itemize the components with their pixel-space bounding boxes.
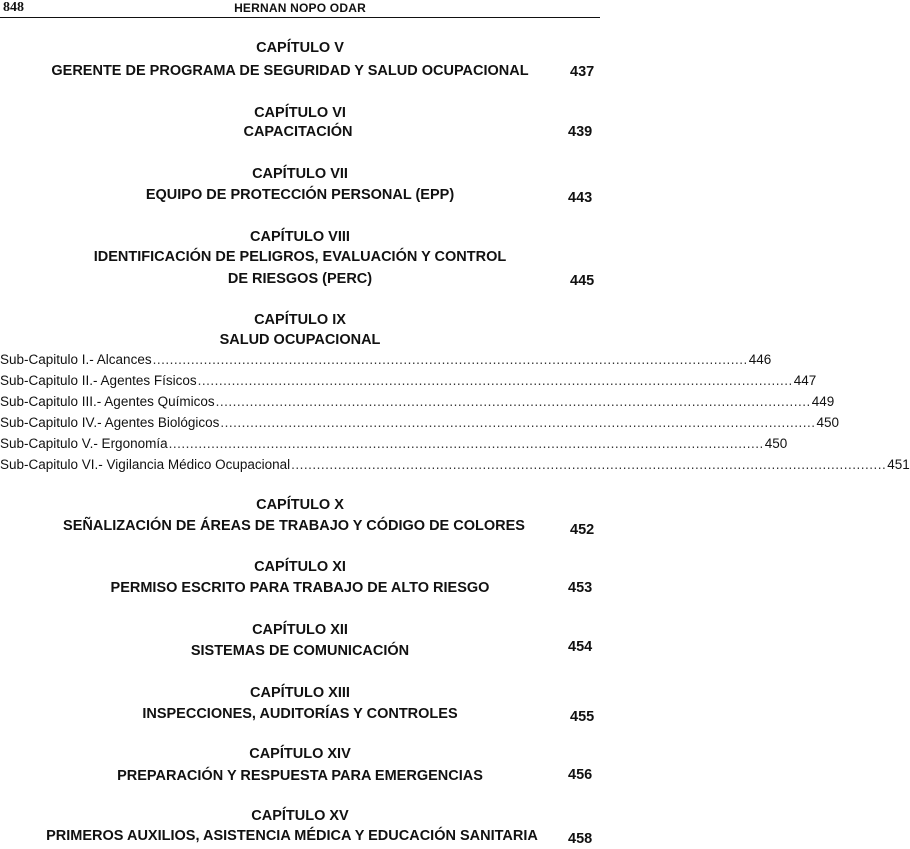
- chapter-page: 437: [570, 64, 595, 80]
- chapter-label: CAPÍTULO XIII: [250, 685, 350, 701]
- chapter-label: CAPÍTULO VII: [252, 166, 348, 182]
- page-number: 848: [3, 0, 24, 15]
- chapter-title: PRIMEROS AUXILIOS, ASISTENCIA MÉDICA Y EDUCACIÓN SANITARIA: [46, 828, 538, 844]
- subchapter-page: 450: [764, 436, 788, 451]
- chapter-page: 456: [568, 767, 593, 783]
- dot-leader: ............................................................................................................................................: [168, 436, 764, 451]
- subchapter-label: Sub-Capitulo V.- Ergonomía: [0, 436, 168, 451]
- chapter-label: CAPÍTULO XV: [251, 808, 349, 824]
- subchapter-row: [0, 352, 772, 370]
- chapter-label: CAPÍTULO V: [256, 40, 344, 56]
- chapter-title: EQUIPO DE PROTECCIÓN PERSONAL (EPP): [145, 187, 455, 203]
- chapter-title: IDENTIFICACIÓN DE PELIGROS, EVALUACIÓN Y CONTROL: [93, 249, 507, 265]
- subchapter-label: Sub-Capitulo VI.- Vigilancia Médico Ocupacional: [0, 457, 291, 472]
- chapter-title: SEÑALIZACIÓN DE ÁREAS DE TRABAJO Y CÓDIGO DE COLORES: [63, 518, 525, 534]
- chapter-title: SALUD OCUPACIONAL: [219, 332, 381, 348]
- subchapter-row: [0, 457, 910, 475]
- chapter-page: 439: [568, 124, 593, 140]
- running-head: HERNAN NOPO ODAR: [234, 1, 366, 15]
- subchapter-page: 447: [793, 373, 817, 388]
- chapter-label: CAPÍTULO XIV: [249, 746, 351, 762]
- chapter-page: 443: [568, 190, 593, 206]
- dot-leader: ............................................................................................................................................: [152, 352, 748, 367]
- subchapter-row: [0, 415, 840, 433]
- subchapter-label: Sub-Capitulo II.- Agentes Físicos: [0, 373, 197, 388]
- subchapter-page: 450: [816, 415, 840, 430]
- subchapter-row: [0, 436, 788, 454]
- chapter-page: 458: [568, 831, 593, 847]
- subchapter-label: Sub-Capitulo I.- Alcances: [0, 352, 152, 367]
- chapter-title-line2: DE RIESGOS (PERC): [227, 271, 373, 287]
- subchapter-label: Sub-Capitulo III.- Agentes Químicos: [0, 394, 215, 409]
- dot-leader: ............................................................................................................................................: [215, 394, 811, 409]
- page-header: [0, 0, 600, 18]
- chapter-page: 453: [568, 580, 593, 596]
- subchapter-label: Sub-Capitulo IV.- Agentes Biológicos: [0, 415, 220, 430]
- dot-leader: ............................................................................................................................................: [220, 415, 816, 430]
- chapter-page: 454: [568, 639, 593, 655]
- subchapter-page: 446: [748, 352, 772, 367]
- chapter-page: 455: [570, 709, 595, 725]
- chapter-label: CAPÍTULO VIII: [250, 229, 350, 245]
- chapter-label: CAPÍTULO X: [256, 497, 344, 513]
- chapter-title: INSPECCIONES, AUDITORÍAS Y CONTROLES: [142, 706, 458, 722]
- dot-leader: ............................................................................................................................................: [197, 373, 793, 388]
- dot-leader: ............................................................................................................................................: [291, 457, 887, 472]
- chapter-label: CAPÍTULO XI: [254, 559, 346, 575]
- subchapter-page: 451: [887, 457, 910, 472]
- chapter-title: SISTEMAS DE COMUNICACIÓN: [190, 643, 410, 659]
- chapter-title: GERENTE DE PROGRAMA DE SEGURIDAD Y SALUD OCUPACIONAL: [51, 63, 529, 79]
- chapter-label: CAPÍTULO IX: [254, 312, 346, 328]
- chapter-label: CAPÍTULO XII: [252, 622, 348, 638]
- chapter-title: CAPACITACIÓN: [243, 124, 353, 140]
- subchapter-row: [0, 394, 835, 412]
- subchapter-page: 449: [811, 394, 835, 409]
- chapter-page: 445: [570, 273, 595, 289]
- chapter-label: CAPÍTULO VI: [254, 105, 346, 121]
- subchapter-row: [0, 373, 817, 391]
- chapter-title: PERMISO ESCRITO PARA TRABAJO DE ALTO RIESGO: [110, 580, 490, 596]
- chapter-title: PREPARACIÓN Y RESPUESTA PARA EMERGENCIAS: [117, 768, 483, 784]
- chapter-page: 452: [570, 522, 595, 538]
